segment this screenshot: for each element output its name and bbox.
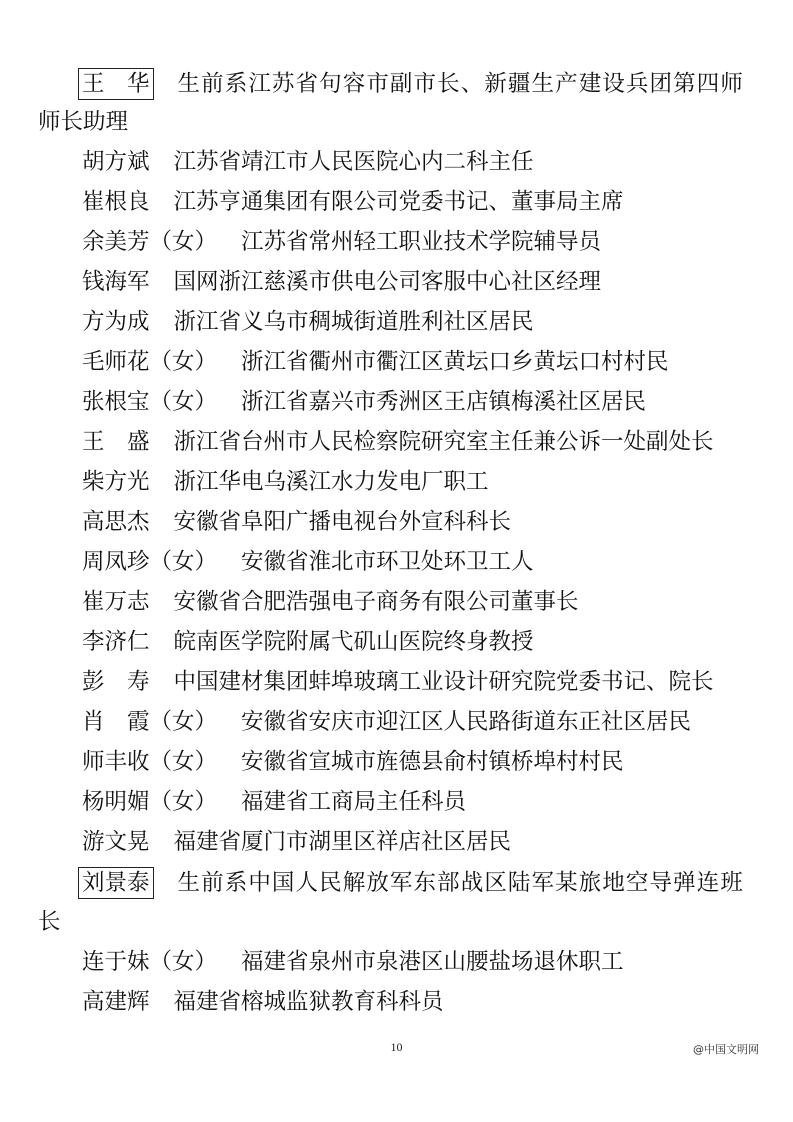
honoree-description-continuation: 师长助理 [38, 109, 129, 135]
honoree-description: 福建省榕城监狱教育科科员 [173, 989, 444, 1015]
honoree-description: 浙江省衢州市衢江区黄坛口乡黄坛口村村民 [241, 349, 669, 375]
honoree-entry [82, 267, 768, 297]
honoree-entry [82, 987, 768, 1017]
honoree-description: 生前系中国人民解放军东部战区陆军某旅地空导弹连班 [177, 870, 744, 896]
honoree-name: 彭 寿 [82, 669, 150, 695]
honoree-name: 张根宝（女） [82, 389, 218, 415]
source-watermark: @中国文明网 [693, 1043, 759, 1056]
honoree-description: 浙江华电乌溪江水力发电厂职工 [173, 469, 489, 495]
honoree-entry [82, 827, 768, 857]
honoree-entry [82, 587, 768, 617]
honoree-description: 福建省工商局主任科员 [241, 789, 467, 815]
honoree-entry [82, 667, 768, 697]
honoree-entry [82, 427, 768, 457]
honoree-entry [82, 307, 768, 337]
honoree-description: 中国建材集团蚌埠玻璃工业设计研究院党委书记、院长 [173, 669, 714, 695]
honoree-name: 胡方斌 [82, 149, 150, 175]
honoree-description: 浙江省台州市人民检察院研究室主任兼公诉一处副处长 [173, 429, 714, 455]
honoree-entry [82, 147, 768, 177]
honoree-entry [82, 387, 768, 417]
honoree-entry [82, 787, 768, 817]
honoree-entry [82, 627, 768, 657]
honoree-description: 安徽省安庆市迎江区人民路街道东正社区居民 [241, 709, 692, 735]
honoree-name: 崔根良 [82, 189, 150, 215]
honoree-entry [82, 68, 768, 100]
honoree-name: 毛师花（女） [82, 349, 218, 375]
honoree-name: 连于妹（女） [82, 949, 218, 975]
honoree-name: 师丰收（女） [82, 749, 218, 775]
honoree-description: 国网浙江慈溪市供电公司客服中心社区经理 [173, 269, 602, 295]
honoree-description: 福建省厦门市湖里区祥店社区居民 [173, 829, 512, 855]
honoree-description: 浙江省嘉兴市秀洲区王店镇梅溪社区居民 [241, 389, 647, 415]
honoree-description: 福建省泉州市泉港区山腰盐场退休职工 [241, 949, 624, 975]
honoree-name: 王 盛 [82, 429, 150, 455]
honoree-description: 安徽省宣城市旌德县俞村镇桥埠村村民 [241, 749, 624, 775]
honoree-description-continuation: 长 [38, 909, 61, 935]
honoree-entry [82, 747, 768, 777]
honoree-name: 游文晃 [82, 829, 150, 855]
honoree-description: 江苏省靖江市人民医院心内二科主任 [173, 149, 534, 175]
honoree-description: 江苏省常州轻工职业技术学院辅导员 [241, 229, 602, 255]
honoree-description: 皖南医学院附属弋矶山医院终身教授 [173, 629, 534, 655]
honoree-name: 崔万志 [82, 589, 150, 615]
honoree-name: 钱海军 [82, 269, 150, 295]
honoree-entry [82, 347, 768, 377]
honoree-entry [82, 707, 768, 737]
honoree-description: 安徽省淮北市环卫处环卫工人 [241, 549, 534, 575]
honoree-name: 柴方光 [82, 469, 150, 495]
honoree-name-memorial: 刘景泰 [78, 867, 154, 899]
honoree-description: 生前系江苏省句容市副市长、新疆生产建设兵团第四师 [177, 71, 744, 97]
honoree-name: 余美芳（女） [82, 229, 218, 255]
honoree-entry [82, 507, 768, 537]
honoree-description: 浙江省义乌市稠城街道胜利社区居民 [173, 309, 534, 335]
page-number: 10 [390, 1040, 403, 1054]
honoree-description: 安徽省阜阳广播电视台外宣科科长 [173, 509, 512, 535]
honoree-name: 杨明媚（女） [82, 789, 218, 815]
honoree-entry [82, 947, 768, 977]
honoree-description: 江苏亨通集团有限公司党委书记、董事局主席 [173, 189, 624, 215]
honoree-entry [82, 547, 768, 577]
honoree-name: 高思杰 [82, 509, 150, 535]
honoree-name: 方为成 [82, 309, 150, 335]
honoree-entry [82, 467, 768, 497]
honoree-description: 安徽省合肥浩强电子商务有限公司董事长 [173, 589, 579, 615]
honoree-entry [82, 867, 768, 899]
honoree-entry [82, 187, 768, 217]
honoree-name: 肖 霞（女） [82, 709, 218, 735]
honoree-name-memorial: 王 华 [78, 68, 154, 100]
honoree-name: 周凤珍（女） [82, 549, 218, 575]
honoree-entry [82, 227, 768, 257]
honoree-name: 高建辉 [82, 989, 150, 1015]
honoree-name: 李济仁 [82, 629, 150, 655]
